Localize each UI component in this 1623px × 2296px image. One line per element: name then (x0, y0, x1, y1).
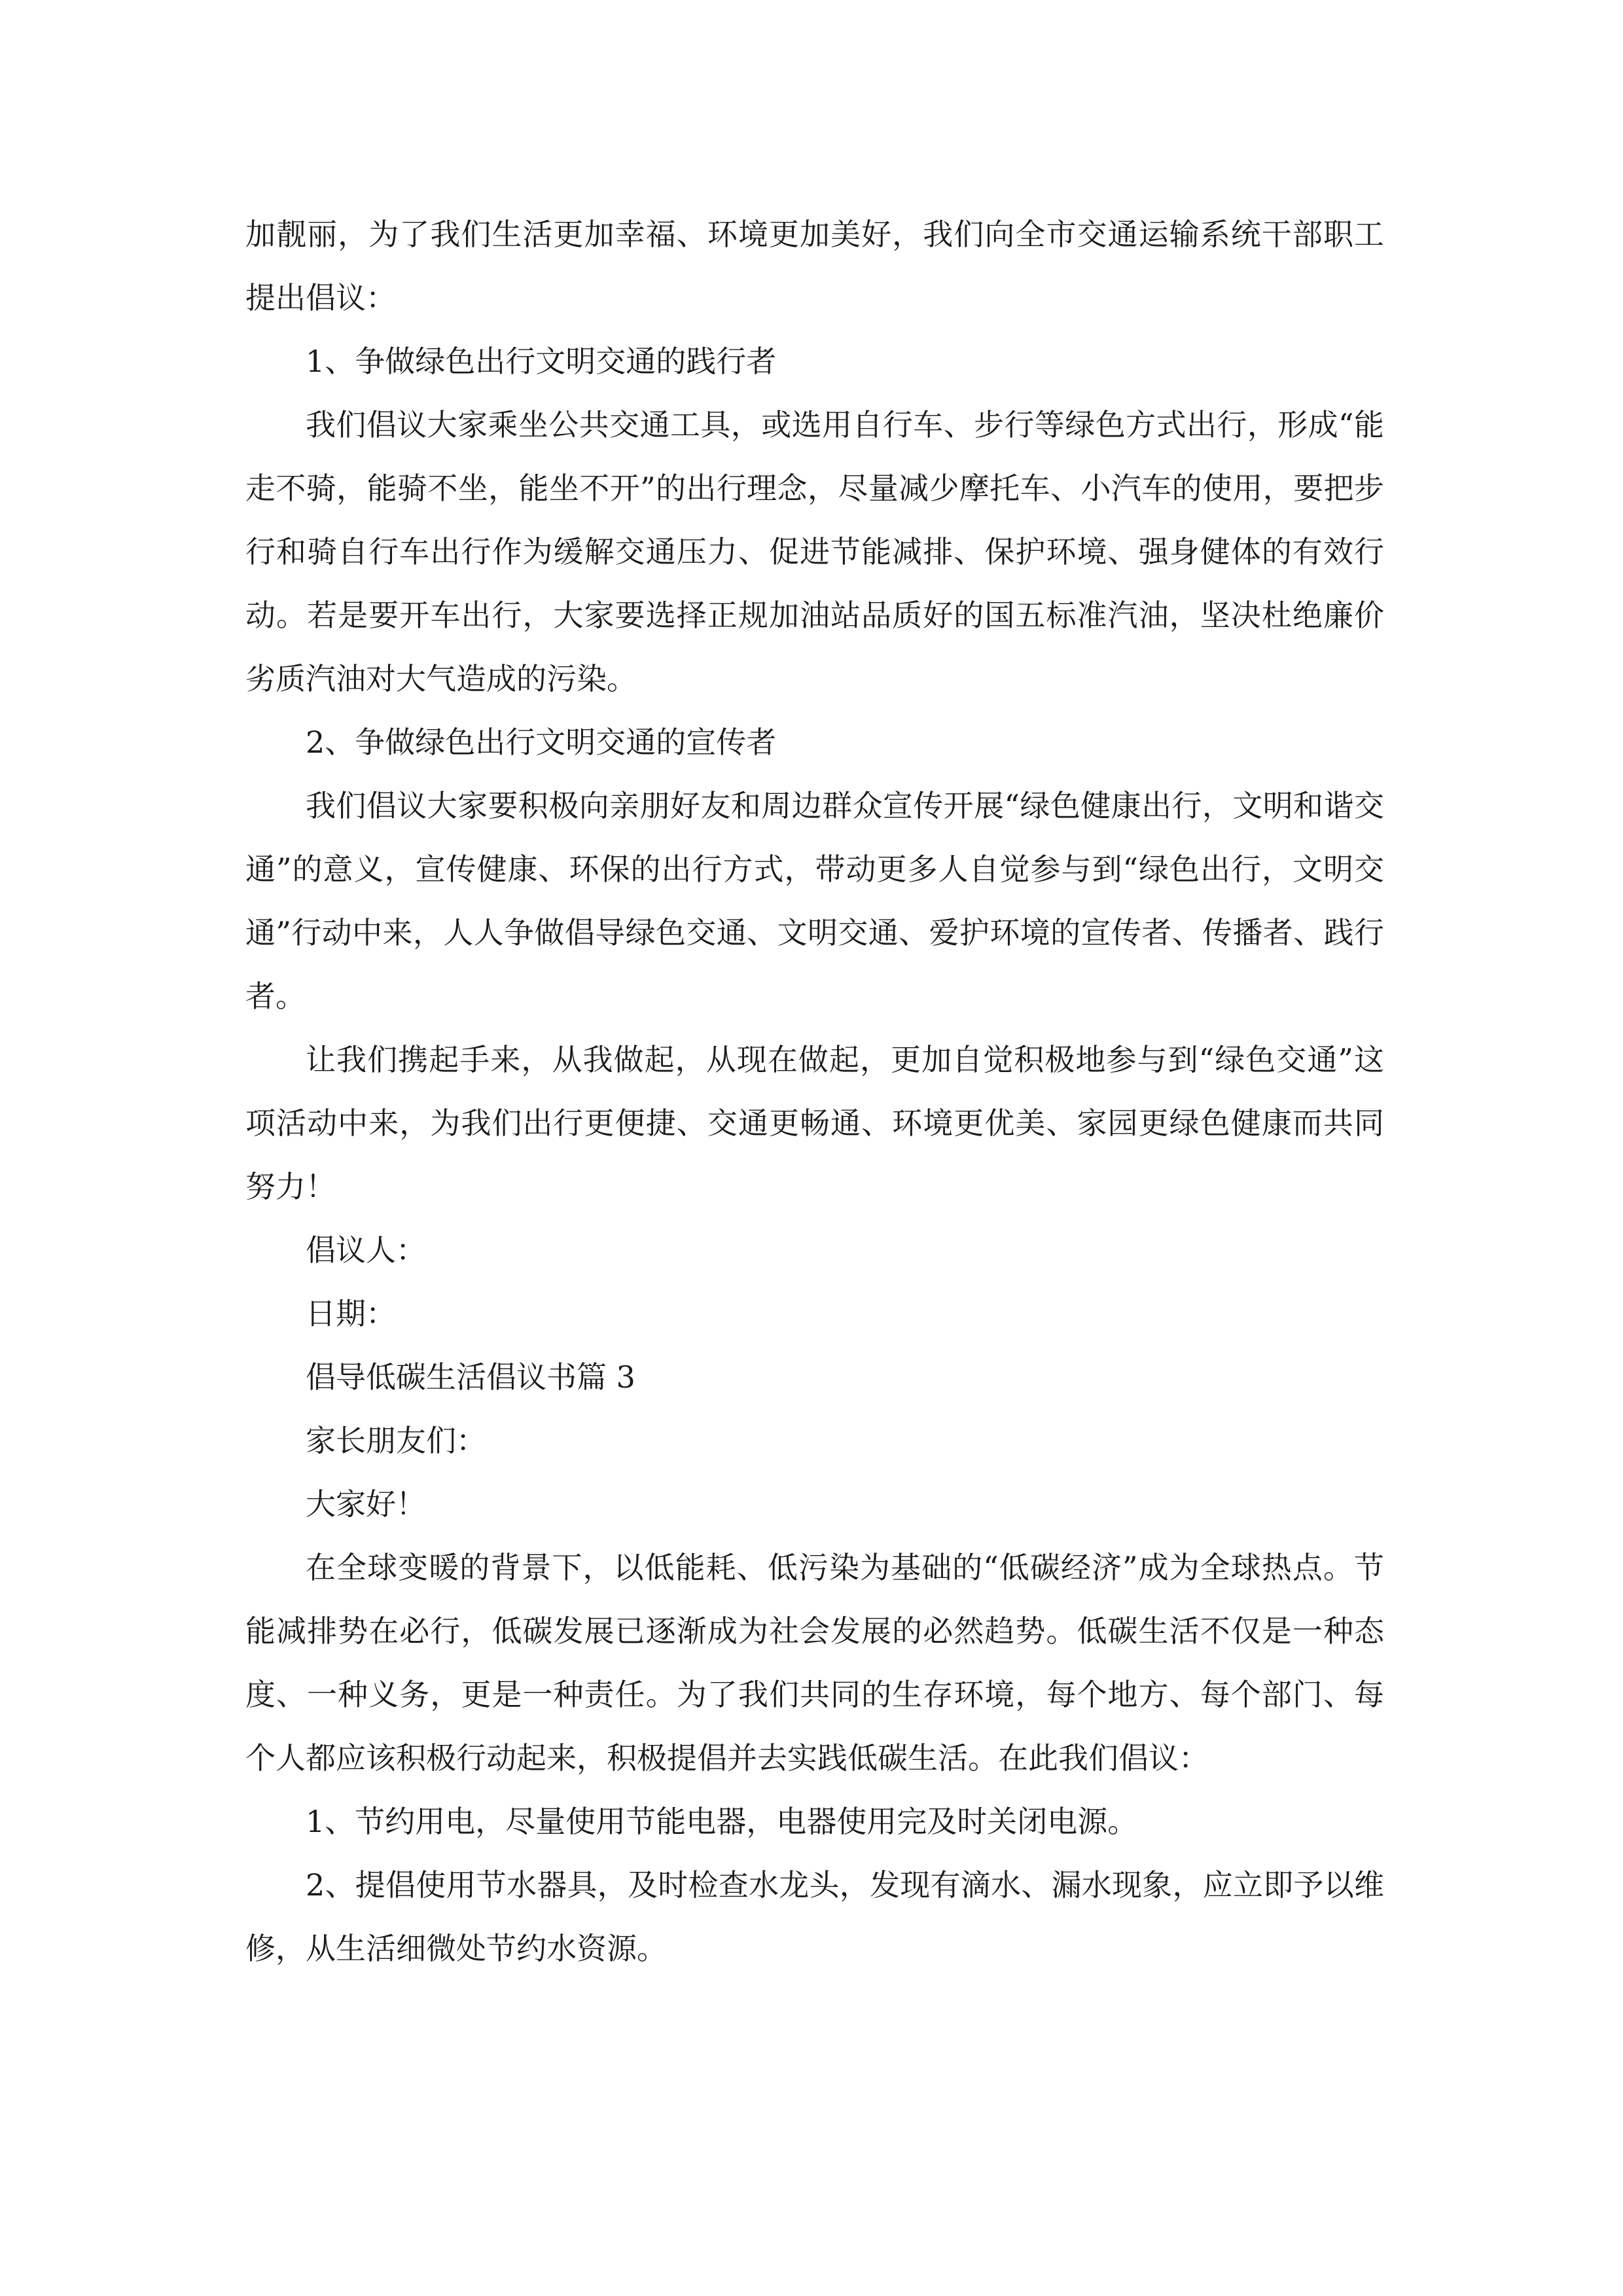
document-body (245, 203, 1384, 1981)
heading-item-2: 2、争做绿色出行文明交通的宣传者 (306, 725, 777, 760)
greeting: 大家好！ (306, 1486, 426, 1522)
list-item-electricity: 1、节约用电，尽量使用节能电器，电器使用完及时关闭电源。 (306, 1804, 1138, 1839)
paragraph-publicity: 我们倡议大家要积极向亲朋好友和周边群众宣传开展“绿色健康出行，文明和谐交通”的意义，宣传健康、环保的出行方式，带动更多人自觉参与到“绿色出行，文明交通”行动中来，人人争做倡导绿色交通、文明交通、爱护环境的宣传者、传播者、践行者。 (245, 788, 1384, 1014)
paragraph-continuation: 加靓丽，为了我们生活更加幸福、环境更加美好，我们向全市交通运输系统干部职工提出倡议： (245, 217, 1384, 315)
paragraph-call-to-action: 让我们携起手来，从我做起，从现在做起，更加自觉积极地参与到“绿色交通”这项活动中来，为我们出行更便捷、交通更畅通、环境更优美、家园更绿色健康而共同努力！ (245, 1042, 1384, 1204)
paragraph-green-travel: 我们倡议大家乘坐公共交通工具，或选用自行车、步行等绿色方式出行，形成“能走不骑，能骑不坐，能坐不开”的出行理念，尽量减少摩托车、小汽车的使用，要把步行和骑自行车出行作为缓解交通压力、促进节能减排、保护环境、强身健体的有效行动。若是要开车出行，大家要选择正规加油站品质好的国五标准汽油，坚决杜绝廉价劣质汽油对大气造成的污染。 (245, 407, 1384, 696)
heading-item-1: 1、争做绿色出行文明交通的践行者 (306, 344, 777, 379)
paragraph-low-carbon: 在全球变暖的背景下，以低能耗、低污染为基础的“低碳经济”成为全球热点。节能减排势在必行，低碳发展已逐渐成为社会发展的必然趋势。低碳生活不仅是一种态度、一种义务，更是一种责任。为了我们共同的生存环境，每个地方、每个部门、每个人都应该积极行动起来，积极提倡并去实践低碳生活。在此我们倡议： (245, 1550, 1384, 1776)
section-title: 倡导低碳生活倡议书篇 3 (306, 1359, 635, 1395)
salutation: 家长朋友们： (306, 1423, 486, 1458)
list-item-water: 2、提倡使用节水器具，及时检查水龙头，发现有滴水、漏水现象，应立即予以维修，从生活细微处节约水资源。 (245, 1867, 1384, 1966)
initiator-label: 倡议人： (306, 1232, 426, 1268)
date-label: 日期： (306, 1296, 396, 1331)
